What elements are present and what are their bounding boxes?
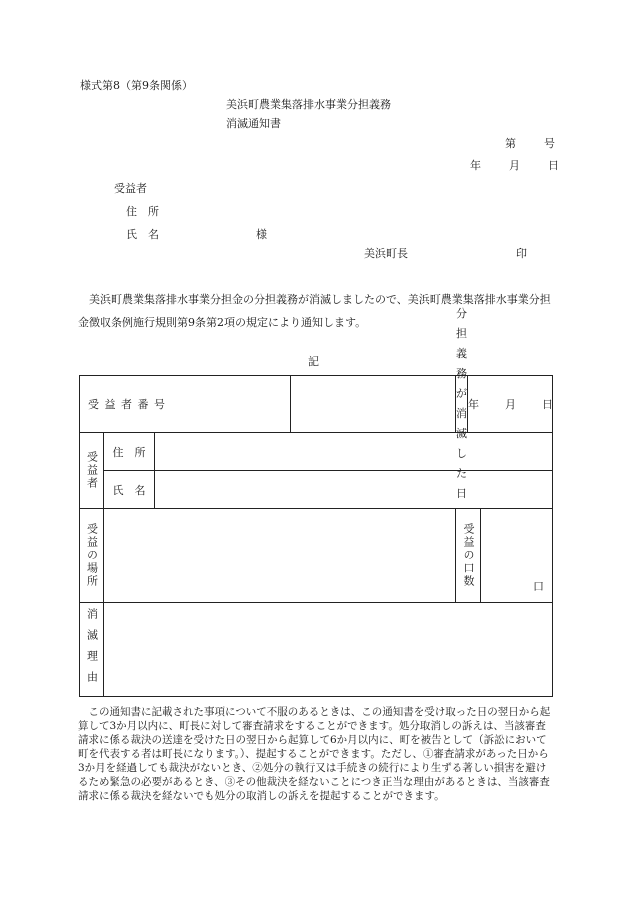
date-year: 年 xyxy=(470,159,481,172)
beneficiary-label-text: 受益者 xyxy=(85,451,99,490)
recipient-address-label: 住 所 xyxy=(126,205,159,218)
units-label-text: 受益の口数 xyxy=(462,523,475,588)
reason-label-text: 消滅理由 xyxy=(85,607,99,692)
date-month: 月 xyxy=(509,159,520,172)
obligation-ended-line2: 消滅した日 xyxy=(456,407,467,500)
table-date-month: 月 xyxy=(505,398,516,411)
document-title-line2: 消滅通知書 xyxy=(226,117,281,130)
issue-date xyxy=(470,157,559,173)
beneficiary-label xyxy=(80,433,104,509)
ki-marker: 記 xyxy=(308,355,319,368)
name-label: 氏 名 xyxy=(104,471,155,509)
recipient-name-label: 氏 名 xyxy=(126,228,159,241)
number-prefix: 第 xyxy=(505,137,516,150)
document-title-line1: 美浜町農業集落排水事業分担義務 xyxy=(226,98,391,111)
form-number-label: 様式第8（第9条関係） xyxy=(80,79,193,92)
issuer-seal: 印 xyxy=(516,247,527,260)
obligation-ended-date xyxy=(468,376,561,432)
units-suffix: 口 xyxy=(533,580,544,593)
place-value xyxy=(104,509,456,603)
reason-value xyxy=(104,603,553,697)
beneficiary-number-value xyxy=(291,376,456,433)
name-value xyxy=(155,471,553,509)
number-suffix: 号 xyxy=(544,137,555,150)
place-label-text: 受益の場所 xyxy=(85,523,99,588)
notification-body: 美浜町農業集落排水事業分担金の分担義務が消滅しましたので、美浜町農業集落排水事業分担金徴収条例施行規則第9条第2項の規定により通知します。 xyxy=(78,293,551,329)
table-date-day: 日 xyxy=(542,398,553,411)
document-number xyxy=(505,135,555,151)
address-label: 住 所 xyxy=(104,433,155,471)
beneficiary-number-label: 受 益 者 番 号 xyxy=(80,376,291,433)
units-value xyxy=(481,509,553,603)
units-label xyxy=(456,509,481,603)
obligation-ended-label xyxy=(456,307,468,500)
recipient-honorific: 様 xyxy=(256,228,267,241)
obligation-ended-cell xyxy=(456,307,553,500)
address-value xyxy=(155,433,553,471)
appeal-notice: この通知書に記載された事項について不服のあるときは、この通知書を受け取った日の翌日から起算して3か月以内に、町長に対して審査請求をすることができます。処分取消しの訴えは、当該審査請求に係る裁決の送達を受けた日の翌日から起算して6か月以内に、町を被告として（訴訟において町を代表する者は町長になります。）、提起することができます。ただし、①審査請求があった日から3か月を経過しても裁決がないとき、②処分の執行又は手続きの続行により生ずる著しい損害を避けるため緊急の必要があるとき、③その他裁決を経ないことにつき正当な理由があるときは、当該審査請求に係る裁決を経ないでも処分の取消しの訴えを提起することができます。 xyxy=(78,706,551,802)
place-label xyxy=(80,509,104,603)
issuer-mayor: 美浜町長 xyxy=(364,247,408,260)
recipient-heading: 受益者 xyxy=(114,182,147,195)
reason-label xyxy=(80,603,104,697)
table-date-year: 年 xyxy=(468,398,479,411)
date-day: 日 xyxy=(548,159,559,172)
obligation-ended-line1: 分担義務が xyxy=(456,307,467,400)
